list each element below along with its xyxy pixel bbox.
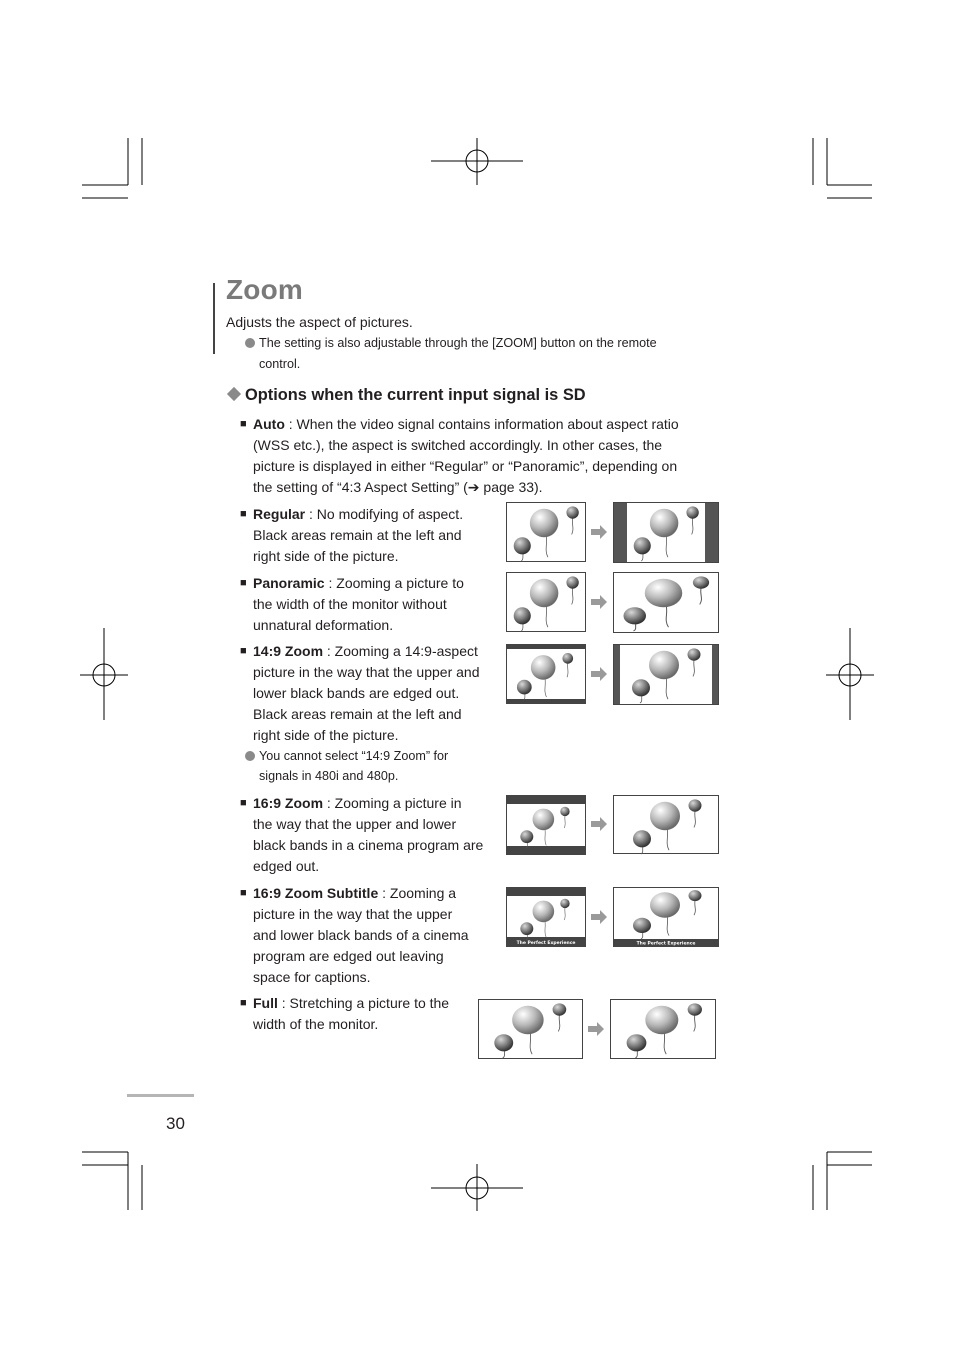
square-bullet-icon: ■ [240, 418, 247, 430]
section-heading-text: Options when the current input signal is SD [245, 386, 586, 404]
illustration-panoramic-result [613, 572, 719, 633]
diamond-icon [227, 387, 241, 401]
item-name: Full [253, 995, 278, 1011]
item-name: 16:9 Zoom Subtitle [253, 885, 379, 901]
intro-text: Adjusts the aspect of pictures. [226, 314, 413, 330]
item-line: (WSS etc.), the aspect is switched accordingly. In other cases, the [253, 437, 663, 453]
item-16-9-zoom-subtitle [240, 883, 505, 988]
registration-mark-bottom [431, 1164, 523, 1212]
item-line: the setting of “4:3 Aspect Setting” (➔ page 33). [253, 479, 543, 495]
item-line: edged out. [253, 858, 320, 874]
bullet-dot-icon [245, 751, 255, 761]
item-line: unnatural deformation. [253, 617, 394, 633]
item-14-9-zoom [240, 641, 505, 746]
item-regular [240, 504, 503, 567]
arrow-icon [591, 910, 608, 925]
illustration-16-9-subtitle-source [506, 887, 586, 947]
arrow-icon [591, 817, 608, 832]
intro-note-line-1: The setting is also adjustable through the [ZOOM] button on the remote [259, 336, 657, 350]
illustration-regular-result [613, 502, 719, 563]
registration-mark-right [826, 628, 874, 720]
item-line: picture in the way that the upper and [253, 664, 480, 680]
item-line: Black areas remain at the left and [253, 527, 462, 543]
arrow-icon [591, 595, 608, 610]
note-14-9-line-1: You cannot select “14:9 Zoom” for [259, 749, 449, 763]
illustration-16-9-source [506, 795, 586, 855]
crop-mark-top-left [80, 138, 150, 203]
illustration-14-9-result [613, 644, 719, 705]
illustration-regular-source [506, 502, 586, 562]
crop-mark-top-right [806, 138, 876, 203]
illustration-16-9-subtitle-result [613, 887, 719, 947]
registration-mark-left [80, 628, 128, 720]
subtitle-caption: The Perfect Experience [516, 941, 576, 946]
page-number: 30 [166, 1114, 185, 1133]
item-line: right side of the picture. [253, 548, 399, 564]
item-line: and lower black bands of a cinema [253, 927, 469, 943]
item-line: : Zooming a picture in [323, 795, 462, 811]
note-14-9-line-2: signals in 480i and 480p. [259, 769, 399, 783]
item-panoramic [240, 573, 503, 636]
section-heading [226, 386, 586, 405]
square-bullet-icon: ■ [240, 797, 247, 809]
item-line: the way that the upper and lower [253, 816, 457, 832]
intro-note-line-2: control. [259, 357, 301, 371]
illustration-full-source [478, 999, 584, 1060]
registration-mark-top [431, 138, 523, 186]
item-line: program are edged out leaving [253, 948, 444, 964]
square-bullet-icon: ■ [240, 645, 247, 657]
item-name: Auto [253, 416, 285, 432]
page-title: Zoom [226, 274, 304, 305]
item-line: space for captions. [253, 969, 371, 985]
intro-note [245, 333, 657, 354]
page-number-rule [127, 1094, 194, 1097]
illustration-panoramic-source [506, 572, 586, 632]
illustration-16-9-result [613, 795, 719, 855]
item-line: : Zooming a 14:9-aspect [323, 643, 478, 659]
item-line: : No modifying of aspect. [305, 506, 464, 522]
item-line: the width of the monitor without [253, 596, 447, 612]
square-bullet-icon: ■ [240, 577, 247, 589]
title-bar [213, 283, 215, 354]
note-14-9 [245, 746, 448, 767]
square-bullet-icon: ■ [240, 508, 247, 520]
illustration-14-9-source [506, 644, 586, 704]
item-auto [240, 414, 733, 498]
item-name: Regular [253, 506, 306, 522]
item-line: picture is displayed in either “Regular” or “Panoramic”, depending on [253, 458, 678, 474]
item-line: right side of the picture. [253, 727, 399, 743]
item-name: 16:9 Zoom [253, 795, 324, 811]
illustration-full-result [610, 999, 717, 1060]
crop-mark-bottom-right [806, 1150, 876, 1212]
item-line: Black areas remain at the left and [253, 706, 462, 722]
item-line: : Zooming a [378, 885, 457, 901]
item-line: black bands in a cinema program are [253, 837, 484, 853]
crop-mark-bottom-left [80, 1150, 150, 1212]
bullet-dot-icon [245, 338, 255, 348]
item-full [240, 993, 478, 1035]
item-16-9-zoom [240, 793, 505, 877]
item-line: lower black bands are edged out. [253, 685, 460, 701]
item-name: Panoramic [253, 575, 325, 591]
item-line: : Stretching a picture to the [277, 995, 450, 1011]
subtitle-caption: The Perfect Experience [636, 941, 696, 947]
arrow-icon [588, 1022, 605, 1037]
item-line: picture in the way that the upper [253, 906, 453, 922]
arrow-icon [591, 525, 608, 540]
arrow-icon [591, 667, 608, 682]
item-name: 14:9 Zoom [253, 643, 324, 659]
item-line: width of the monitor. [253, 1016, 379, 1032]
item-line: : Zooming a picture to [324, 575, 464, 591]
square-bullet-icon: ■ [240, 997, 247, 1009]
item-line: : When the video signal contains information about aspect ratio [284, 416, 679, 432]
square-bullet-icon: ■ [240, 887, 247, 899]
